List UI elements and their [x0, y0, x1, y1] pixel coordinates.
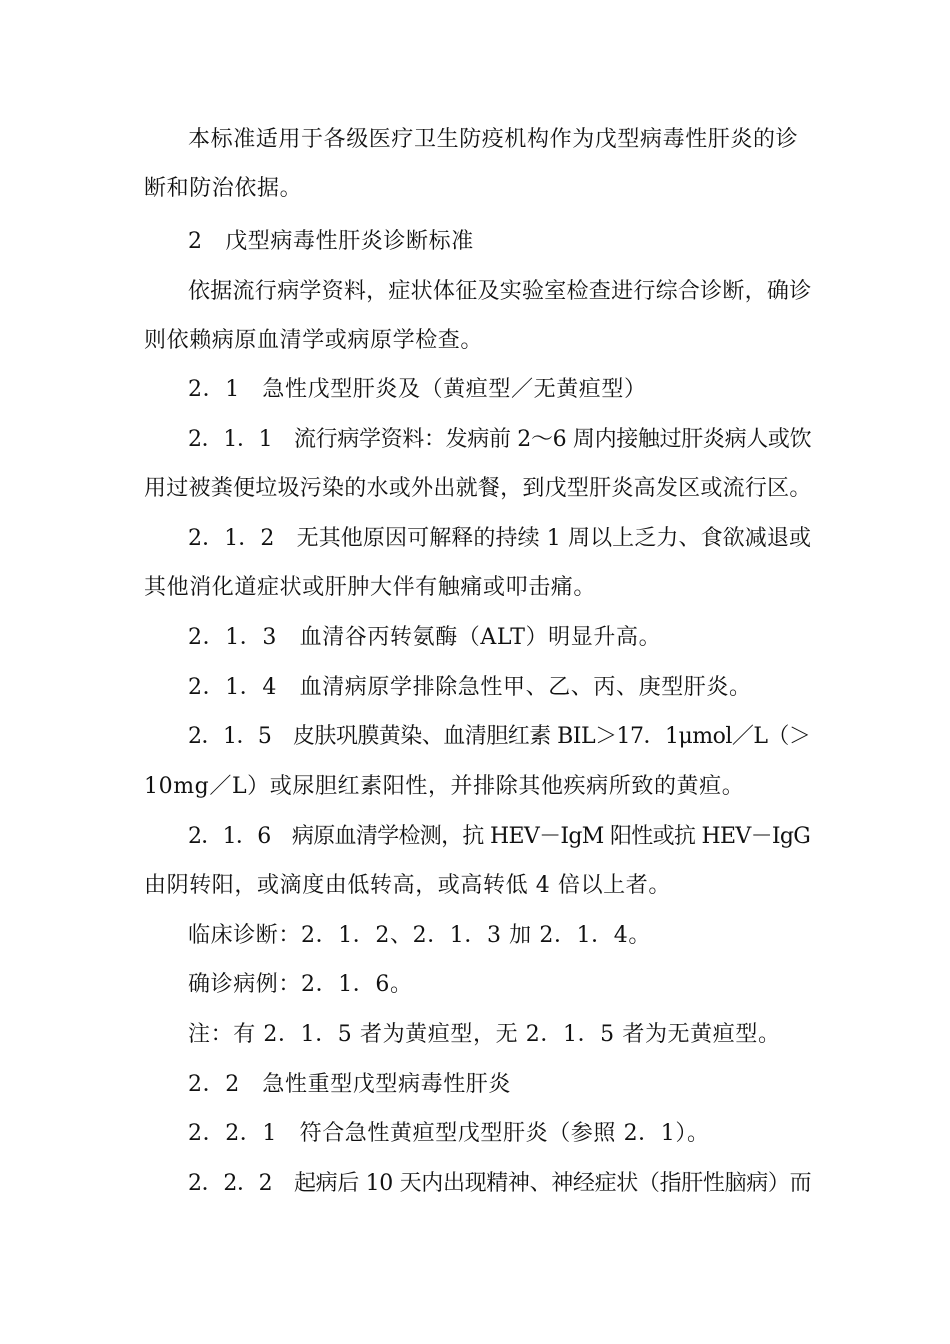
paragraph-line: 其他消化道症状或肝肿大伴有触痛或叩击痛。	[144, 575, 597, 600]
paragraph-line: 依据流行病学资料，症状体征及实验室检查进行综合诊断，确诊	[188, 279, 812, 304]
paragraph-line: 则依赖病原血清学或病原学检查。	[144, 328, 484, 353]
paragraph-line: 2．1．4 血清病原学排除急性甲、乙、丙、庚型肝炎。	[188, 675, 752, 700]
paragraph-line: 2．2．1 符合急性黄疸型戊型肝炎（参照 2．1）。	[188, 1121, 710, 1146]
section-heading: 2．1 急性戊型肝炎及（黄疸型／无黄疸型）	[188, 377, 647, 402]
paragraph-line: 本标准适用于各级医疗卫生防疫机构作为戊型病毒性肝炎的诊	[188, 127, 799, 152]
paragraph-line: 2．1．2 无其他原因可解释的持续 1 周以上乏力、食欲减退或	[188, 526, 812, 551]
paragraph-line: 2．2．2 起病后 10 天内出现精神、神经症状（指肝性脑病）而	[188, 1171, 812, 1196]
section-heading: 2 戊型病毒性肝炎诊断标准	[188, 229, 474, 254]
paragraph-line: 由阴转阳，或滴度由低转高，或高转低 4 倍以上者。	[144, 873, 671, 898]
paragraph-line: 2．1．5 皮肤巩膜黄染、血清胆红素 BIL＞17．1μmol／L（＞	[188, 724, 811, 749]
paragraph-line: 临床诊断：2．1．2、2．1．3 加 2．1．4。	[188, 923, 651, 948]
paragraph-line: 2．1．6 病原血清学检测，抗 HEV－IgM 阳性或抗 HEV－IgG	[188, 824, 811, 849]
paragraph-line: 2．1．1 流行病学资料：发病前 2～6 周内接触过肝炎病人或饮	[188, 427, 812, 452]
paragraph-line: 10mg／L）或尿胆红素阳性，并排除其他疾病所致的黄疸。	[144, 774, 745, 799]
paragraph-line: 确诊病例：2．1．6。	[188, 972, 413, 997]
note-line: 注：有 2．1．5 者为黄疸型，无 2．1．5 者为无黄疸型。	[188, 1022, 781, 1047]
paragraph-line: 2．1．3 血清谷丙转氨酶（ALT）明显升高。	[188, 625, 662, 650]
paragraph-line: 用过被粪便垃圾污染的水或外出就餐，到戊型肝炎高发区或流行区。	[144, 476, 812, 501]
section-heading: 2．2 急性重型戊型病毒性肝炎	[188, 1072, 511, 1097]
paragraph-line: 断和防治依据。	[144, 176, 303, 201]
